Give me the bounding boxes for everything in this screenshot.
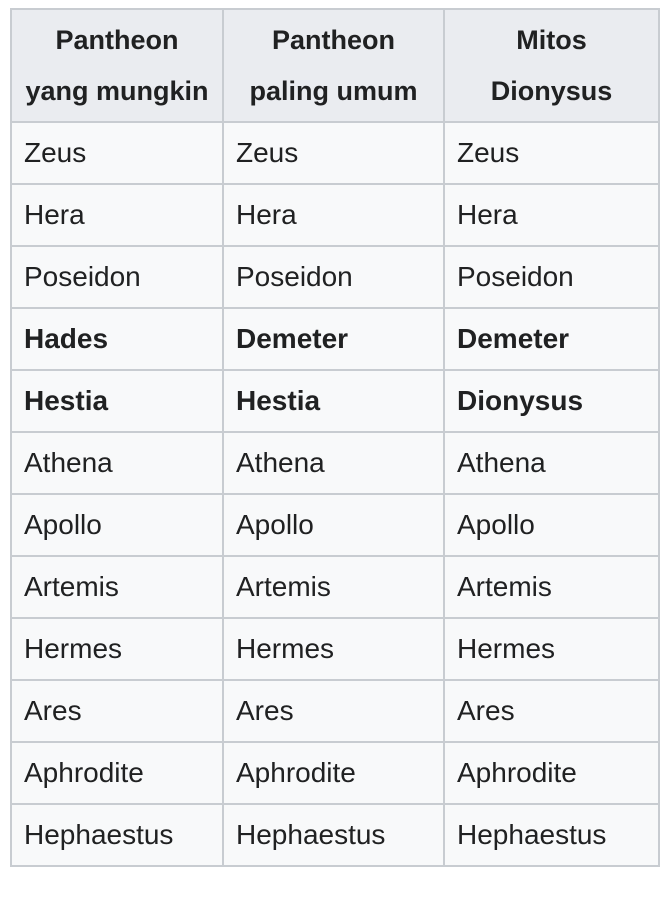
table-cell: Artemis bbox=[223, 556, 444, 618]
table-cell: Aphrodite bbox=[444, 742, 659, 804]
header-line: Dionysus bbox=[490, 75, 613, 106]
header-line: Pantheon bbox=[55, 24, 179, 55]
table-cell: Athena bbox=[444, 432, 659, 494]
table-cell: Poseidon bbox=[444, 246, 659, 308]
header-cell-most-common-pantheon bbox=[223, 9, 444, 122]
table-row bbox=[11, 246, 659, 308]
table-row bbox=[11, 680, 659, 742]
header-cell-possible-pantheon bbox=[11, 9, 223, 122]
table-cell: Poseidon bbox=[11, 246, 223, 308]
table-cell: Artemis bbox=[444, 556, 659, 618]
table-row bbox=[11, 370, 659, 432]
table-cell: Aphrodite bbox=[223, 742, 444, 804]
table-cell: Aphrodite bbox=[11, 742, 223, 804]
table-cell: Hermes bbox=[11, 618, 223, 680]
table-row bbox=[11, 184, 659, 246]
table-cell: Zeus bbox=[223, 122, 444, 184]
table-header bbox=[11, 9, 659, 122]
table-cell: Hephaestus bbox=[11, 804, 223, 866]
header-line: Pantheon bbox=[271, 24, 395, 55]
table-cell: Athena bbox=[223, 432, 444, 494]
table-cell: Ares bbox=[444, 680, 659, 742]
table-cell: Apollo bbox=[223, 494, 444, 556]
table-row bbox=[11, 804, 659, 866]
table-cell: Ares bbox=[223, 680, 444, 742]
table-cell: Hermes bbox=[223, 618, 444, 680]
table-cell: Hera bbox=[223, 184, 444, 246]
table-cell: Zeus bbox=[11, 122, 223, 184]
table-cell: Hades bbox=[11, 308, 223, 370]
table-row bbox=[11, 122, 659, 184]
header-line: yang mungkin bbox=[25, 75, 209, 106]
header-row bbox=[11, 9, 659, 122]
table-cell: Demeter bbox=[223, 308, 444, 370]
table-cell: Hera bbox=[444, 184, 659, 246]
table-row bbox=[11, 618, 659, 680]
table-cell: Dionysus bbox=[444, 370, 659, 432]
table-row bbox=[11, 556, 659, 618]
table-row bbox=[11, 432, 659, 494]
table-cell: Demeter bbox=[444, 308, 659, 370]
table-row bbox=[11, 742, 659, 804]
table-cell: Ares bbox=[11, 680, 223, 742]
table-cell: Athena bbox=[11, 432, 223, 494]
header-line: paling umum bbox=[249, 75, 418, 106]
table-cell: Hestia bbox=[11, 370, 223, 432]
table-cell: Hera bbox=[11, 184, 223, 246]
header-line: Mitos bbox=[516, 24, 587, 55]
table-cell: Apollo bbox=[11, 494, 223, 556]
table-cell: Zeus bbox=[444, 122, 659, 184]
table-cell: Hermes bbox=[444, 618, 659, 680]
table-body bbox=[11, 122, 659, 866]
table-cell: Hephaestus bbox=[444, 804, 659, 866]
table-cell: Artemis bbox=[11, 556, 223, 618]
table-cell: Apollo bbox=[444, 494, 659, 556]
table-cell: Poseidon bbox=[223, 246, 444, 308]
pantheon-comparison-table bbox=[10, 8, 660, 867]
table-cell: Hestia bbox=[223, 370, 444, 432]
header-cell-dionysus-myth bbox=[444, 9, 659, 122]
table-cell: Hephaestus bbox=[223, 804, 444, 866]
table-row bbox=[11, 494, 659, 556]
table-row bbox=[11, 308, 659, 370]
